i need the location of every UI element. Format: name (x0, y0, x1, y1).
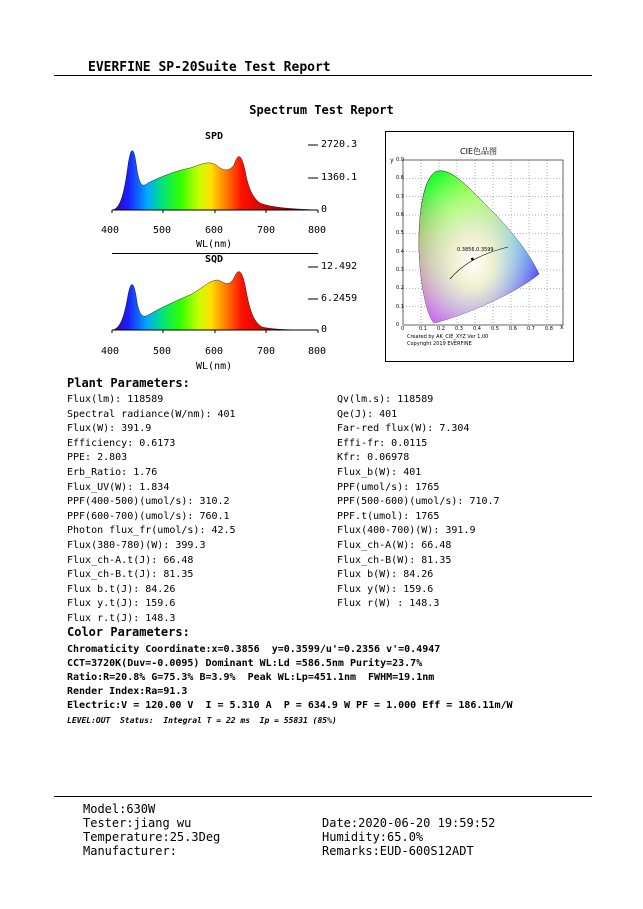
cie-x-tick: 0.7 (527, 326, 535, 332)
cie-x-tick: 0.8 (545, 326, 553, 332)
cie-y-tick: 0.4 (396, 248, 404, 255)
sqd-x-tick: 700 (257, 346, 276, 357)
parameter-line: Flux_ch-B.t(J): 81.35 (67, 569, 194, 581)
cie-axis-x: x (560, 324, 564, 331)
cie-point (471, 258, 474, 261)
parameter-line: PPF.t(umol): 1765 (337, 510, 440, 522)
cie-x-tick: 0.6 (509, 326, 517, 332)
sqd-xlabel: WL(nm) (196, 361, 233, 372)
cie-copyright: Copyright 2019 EVERFINE (407, 341, 472, 347)
cie-y-tick: 0.1 (396, 303, 404, 310)
spd-x-tick: 800 (308, 225, 327, 236)
parameter-line: Flux(lm): 118589 (67, 394, 164, 405)
parameter-line: Flux r.t(J): 148.3 (67, 613, 176, 624)
color-line: Render Index:Ra=91.3 (67, 686, 188, 697)
sqd-title: SQD (205, 254, 224, 265)
parameter-line: Kfr: 0.06978 (337, 452, 410, 464)
parameter-line: Efficiency: 0.6173 (67, 437, 176, 449)
parameter-line: Effi-fr: 0.0115 (337, 437, 428, 449)
parameter-line: Flux_ch-A.t(J): 66.48 (67, 554, 194, 566)
parameter-line: Flux_UV(W): 1.834 (67, 481, 170, 493)
cie-y-tick: 0.6 (396, 211, 404, 218)
cie-y-tick: 0.8 (396, 175, 404, 182)
parameter-line: Flux(400-700)(W): 391.9 (337, 525, 476, 537)
parameter-line: Qv(lm.s): 118589 (337, 394, 434, 405)
parameter-line: PPF(600-700)(umol/s): 760.1 (67, 510, 230, 522)
cie-x-tick: 0.5 (491, 326, 499, 332)
color-line: Electric:V = 120.00 V I = 5.310 A P = 634.9 W PF = 1.000 Eff = 186.11m/W (67, 700, 513, 711)
sqd-x-tick: 400 (101, 346, 120, 357)
parameter-line: PPE: 2.803 (67, 452, 128, 464)
parameter-line: PPF(500-600)(umol/s): 710.7 (337, 496, 500, 508)
cie-x-tick: 0.2 (437, 326, 445, 332)
sqd-y-tick: 12.492 (321, 261, 358, 272)
sqd-y-tick: 6.2459 (321, 293, 358, 304)
footer-tester: Tester:jiang wu (83, 816, 192, 830)
cie-x-tick: 0 (401, 326, 405, 332)
parameter-line: Flux(W): 391.9 (67, 423, 152, 435)
footer-humidity: Humidity:65.0% (322, 830, 424, 844)
report-title: Spectrum Test Report (249, 103, 394, 117)
color-line: Ratio:R=20.8% G=75.3% B=3.9% Peak WL:Lp=451.1nm FWHM=19.1nm (67, 672, 435, 683)
parameter-line: Flux b(W): 84.26 (337, 569, 434, 581)
parameter-line: Far-red flux(W): 7.304 (337, 423, 470, 435)
footer-date: Date:2020-06-20 19:59:52 (322, 816, 496, 830)
parameter-line: Flux r(W) : 148.3 (337, 598, 440, 610)
cie-axis-y: y (390, 157, 394, 164)
footer-manufacturer: Manufacturer: (83, 844, 177, 858)
cie-x-tick: 0.3 (455, 326, 463, 332)
spd-x-tick: 700 (257, 225, 276, 236)
spd-title: SPD (205, 131, 224, 142)
sqd-x-tick: 600 (205, 346, 224, 357)
header-rule (54, 75, 592, 76)
spd-x-tick: 500 (153, 225, 172, 236)
parameter-line: PPF(400-500)(umol/s): 310.2 (67, 496, 230, 508)
spd-x-tick: 400 (101, 225, 120, 236)
cie-x-tick: 0.4 (473, 326, 481, 332)
cie-y-tick: 0 (396, 321, 400, 328)
footer-model: Model:630W (83, 802, 156, 816)
header-title: EVERFINE SP-20Suite Test Report (88, 60, 331, 75)
cie-y-tick: 0.7 (396, 193, 404, 200)
parameter-line: Flux y.t(J): 159.6 (67, 598, 176, 610)
spd-x-tick: 600 (205, 225, 224, 236)
parameter-line: Flux b.t(J): 84.26 (67, 583, 176, 595)
parameter-line: Flux_b(W): 401 (337, 467, 422, 478)
parameter-line: Qe(J): 401 (337, 408, 398, 420)
spd-y-tick: 0 (321, 204, 328, 215)
sqd-curve (112, 272, 318, 330)
color-heading: Color Parameters: (67, 625, 190, 639)
footer-remarks: Remarks:EUD-600S12ADT (322, 844, 474, 858)
color-line: CCT=3720K(Duv=-0.0095) Dominant WL:Ld =586.5nm Purity=23.7% (67, 658, 423, 669)
spd-xlabel: WL(nm) (196, 239, 233, 250)
parameter-line: PPF(umol/s): 1765 (337, 481, 440, 493)
parameter-line: Flux y(W): 159.6 (337, 583, 434, 595)
footer-temperature: Temperature:25.3Deg (83, 830, 221, 844)
cie-y-tick: 0.3 (396, 266, 404, 273)
parameter-line: Photon flux_fr(umol/s): 42.5 (67, 525, 236, 537)
status-line: LEVEL:OUT Status: Integral T = 22 ms Ip = 55831 (85%) (67, 716, 337, 725)
sqd-x-tick: 500 (153, 346, 172, 357)
cie-x-tick: 0.1 (419, 326, 427, 332)
sqd-y-tick: 0 (321, 324, 328, 335)
cie-y-tick: 0.2 (396, 285, 404, 292)
parameter-line: Flux(380-780)(W): 399.3 (67, 540, 206, 551)
spd-curve (112, 151, 318, 210)
parameter-line: Flux_ch-A(W): 66.48 (337, 540, 452, 551)
footer-rule (54, 796, 592, 797)
cie-credit: Created by AK_CIE_XYZ Ver 1.00 (407, 334, 489, 340)
cie-point-label: 0.3856,0.3599 (457, 247, 494, 253)
spd-y-tick: 2720.3 (321, 139, 358, 150)
parameter-line: Erb_Ratio: 1.76 (67, 467, 158, 478)
sqd-x-tick: 800 (308, 346, 327, 357)
color-line: Chromaticity Coordinate:x=0.3856 y=0.3599/u'=0.2356 v'=0.4947 (67, 644, 441, 655)
cie-title: CIE色品图 (460, 147, 497, 156)
cie-y-tick: 0.5 (396, 230, 404, 237)
parameter-line: Flux_ch-B(W): 81.35 (337, 554, 452, 566)
cie-y-tick: 0.9 (396, 157, 404, 163)
plant-heading: Plant Parameters: (67, 376, 190, 390)
parameter-line: Spectral radiance(W/nm): 401 (67, 408, 236, 420)
cie-chart (386, 155, 571, 335)
spd-y-tick: 1360.1 (321, 172, 358, 183)
